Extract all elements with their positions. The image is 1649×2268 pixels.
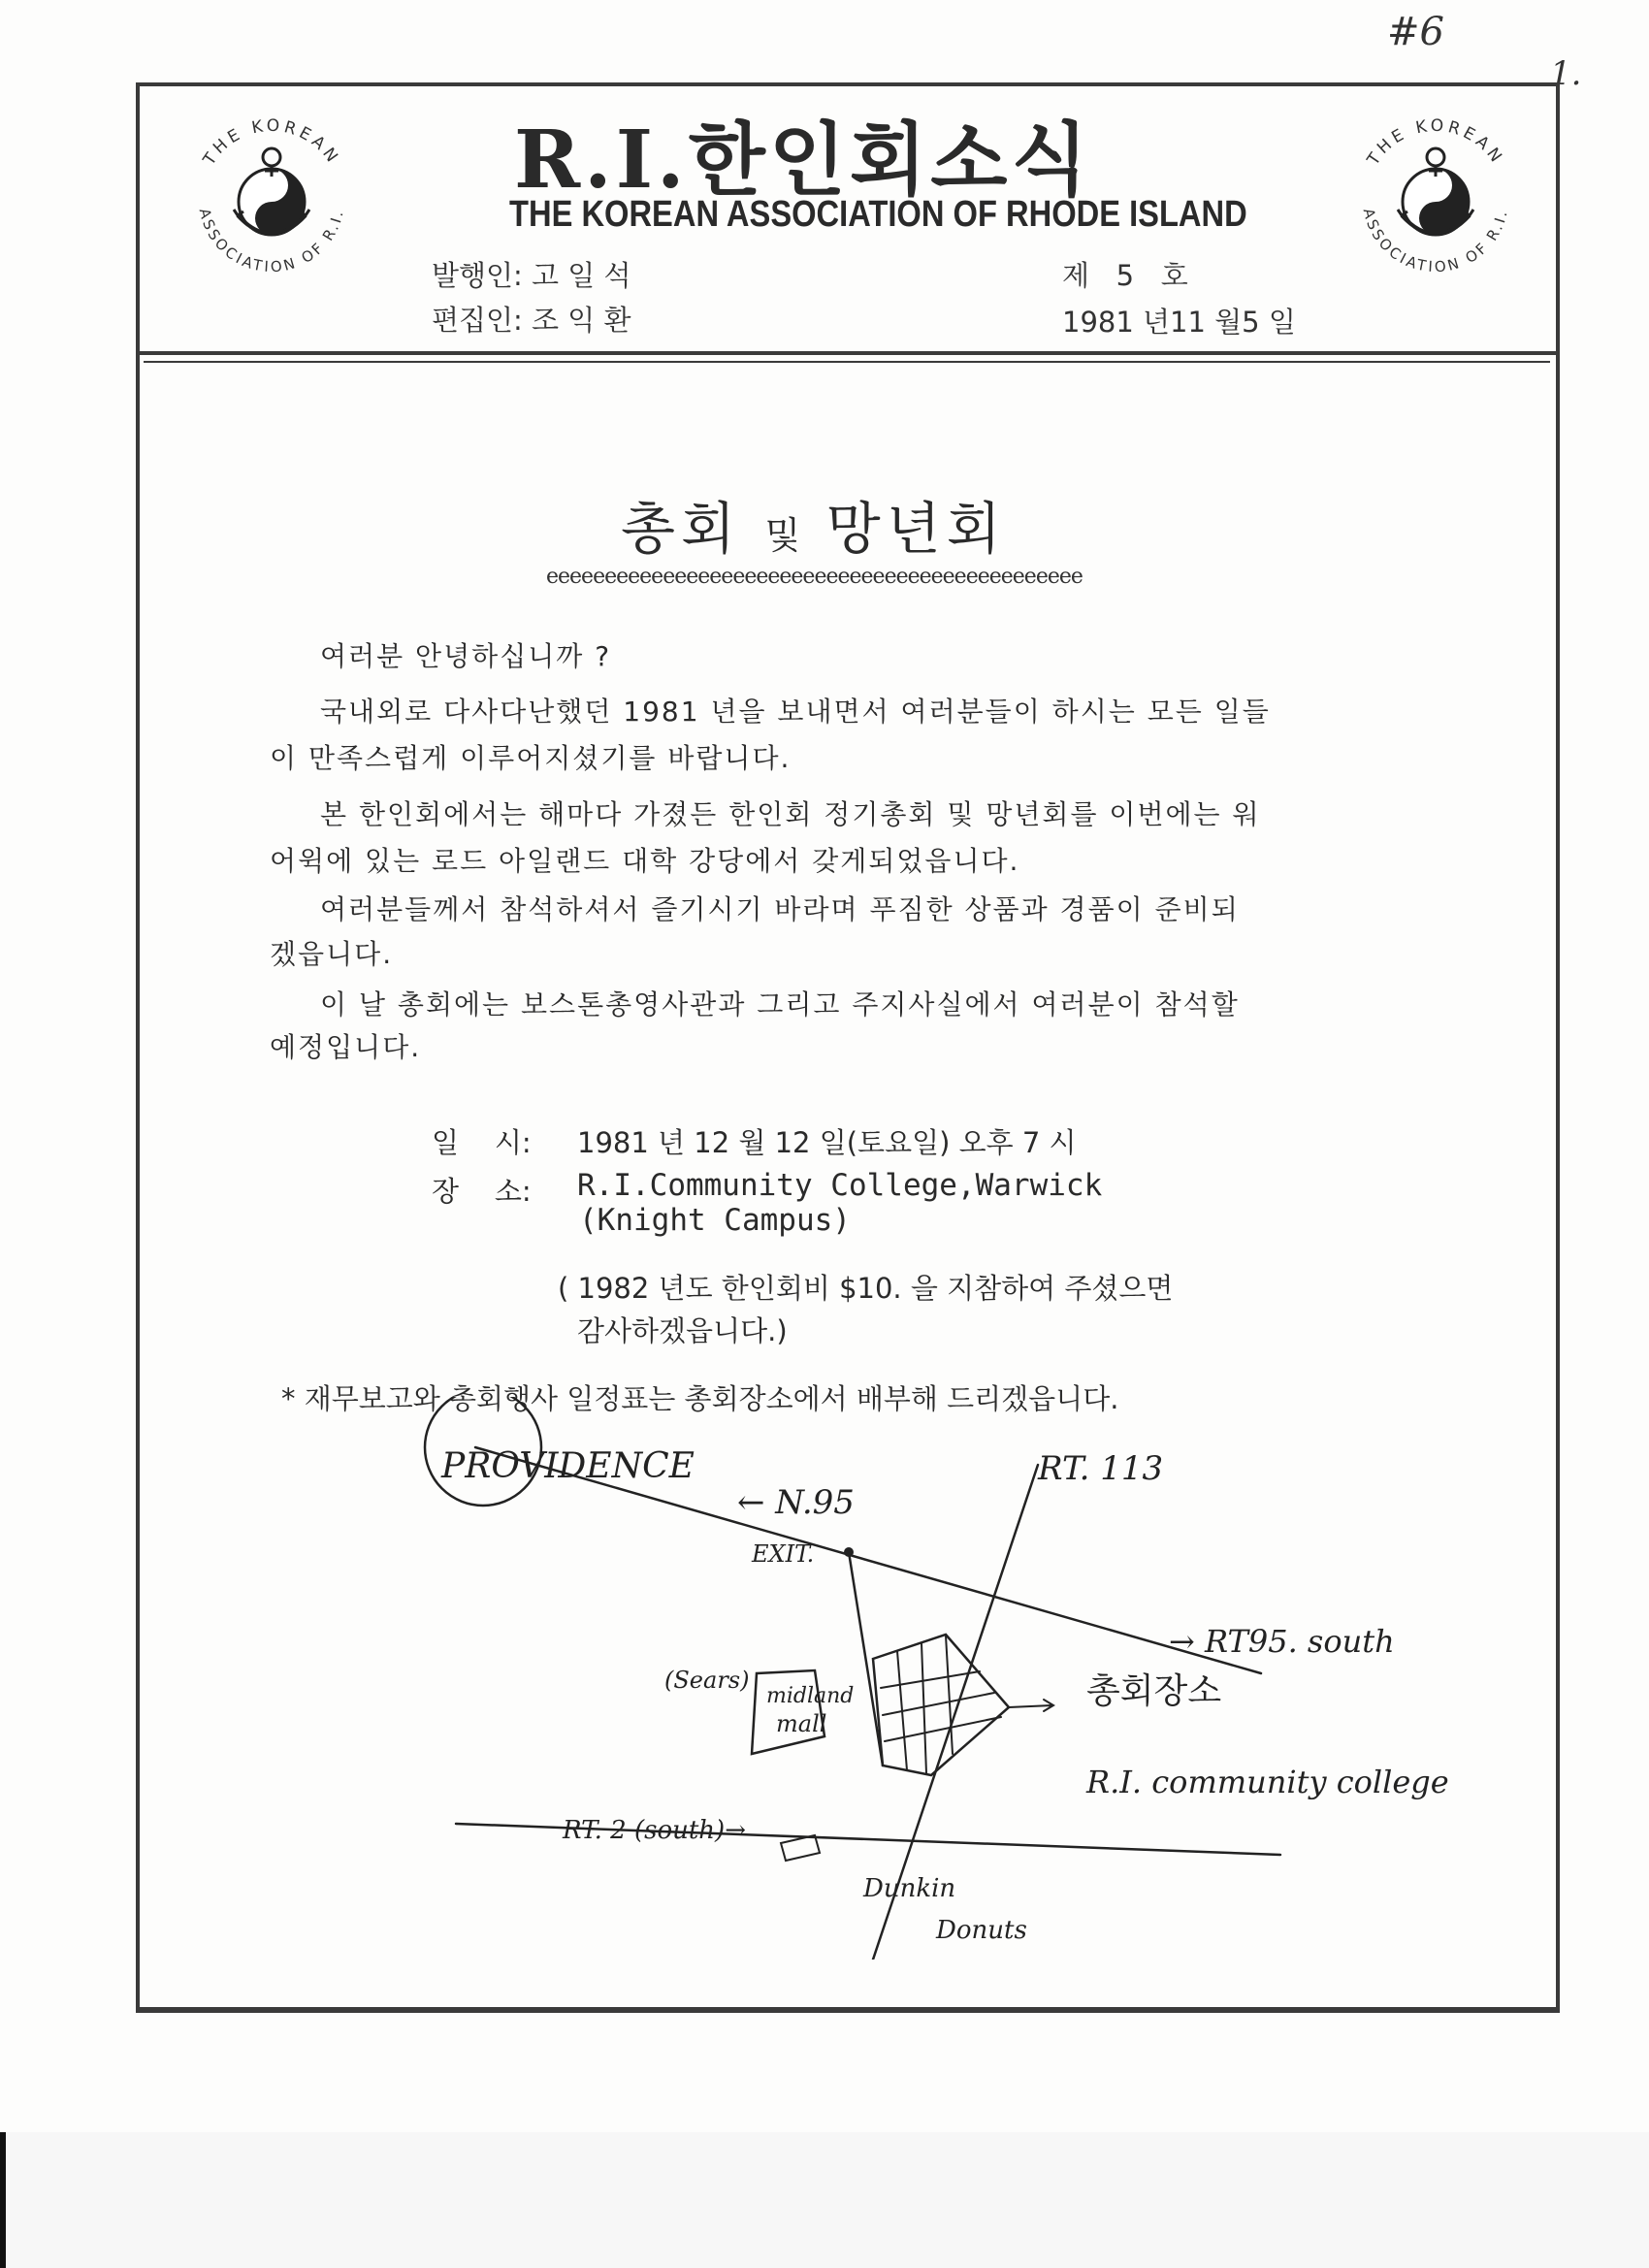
body-line: 겠읍니다. xyxy=(270,938,394,970)
heading-ornament-underline: eeeeeeeeeeeeeeeeeeeeeeeeeeeeeeeeeeeeeeeeeeeeee xyxy=(546,565,1083,589)
map-label-rt113: RT. 113 xyxy=(1038,1449,1164,1488)
body-line: 여러분들께서 참석하셔서 즐기시기 바라며 푸짐한 상품과 경품이 준비되 xyxy=(320,893,1240,925)
body-line: 이 만족스럽게 이루어지셨기를 바랍니다. xyxy=(270,742,792,774)
body-line: 이 날 총회에는 보스톤총영사관과 그리고 주지사실에서 여러분이 참석할 xyxy=(320,988,1240,1021)
scan-edge xyxy=(0,2132,6,2268)
logo-text-bottom: ASSOCIATION OF R.I. xyxy=(195,206,348,276)
heading-conjunction: 및 xyxy=(764,514,803,557)
map-label-exit: EXIT. xyxy=(752,1540,815,1568)
article-heading xyxy=(621,483,1007,565)
body-line: 본 한인회에서는 해마다 가졌든 한인회 정기총회 및 망년회를 이번에는 워 xyxy=(320,798,1261,830)
map-label-mall-1: midland xyxy=(766,1684,855,1708)
dues-note-line1: ( 1982 년도 한인회비 $10. 을 지참하여 주셨으면 xyxy=(558,1272,1174,1305)
map-label-dunkin: Dunkin xyxy=(863,1874,956,1903)
body-line: 어윅에 있는 로드 아일랜드 대학 강당에서 갖게되었읍니다. xyxy=(270,845,1020,877)
logo-text-top: THE KOREAN xyxy=(199,115,344,170)
directions-map xyxy=(407,1397,1571,1960)
heading-part-1: 총회 xyxy=(621,496,742,562)
issue-date: 1981 년11 월5 일 xyxy=(1062,306,1296,339)
event-place-line2: (Knight Campus) xyxy=(579,1203,851,1238)
map-label-sears: (Sears) xyxy=(664,1667,750,1694)
publisher-line: 발행인: 고 일 석 xyxy=(432,259,631,292)
masthead-divider-inner xyxy=(144,361,1550,363)
exit-dot xyxy=(844,1547,854,1557)
map-label-n95: ← N.95 xyxy=(737,1483,855,1522)
scan-margin xyxy=(0,2132,1649,2268)
event-time-label: 일 시: xyxy=(432,1126,532,1159)
body-line: 예정입니다. xyxy=(270,1031,422,1063)
handwritten-page-number: 1. xyxy=(1550,54,1582,93)
map-label-venue-english: R.I. community college xyxy=(1086,1764,1449,1800)
masthead-title-korean: R.I.한인회소식 xyxy=(514,113,1092,207)
issue-number: 제 5 호 xyxy=(1062,259,1188,292)
map-label-rt95-south: → RT95. south xyxy=(1169,1623,1395,1660)
dues-note-line2: 감사하겠읍니다.) xyxy=(577,1314,788,1347)
body-line: 국내외로 다사다난했던 1981 년을 보내면서 여러분들이 하시는 모든 일들 xyxy=(320,696,1271,728)
association-logo-left xyxy=(179,107,364,291)
map-label-venue-korean: 총회장소 xyxy=(1086,1671,1222,1711)
map-label-mall-2: mall xyxy=(776,1710,827,1737)
masthead-divider xyxy=(136,351,1558,355)
editor-line: 편집인: 조 익 환 xyxy=(432,304,631,337)
map-label-rt2: RT. 2 (south)→ xyxy=(563,1816,746,1845)
association-logo-right xyxy=(1343,107,1528,291)
masthead-title-english: THE KOREAN ASSOCIATION OF RHODE ISLAND xyxy=(509,194,1247,235)
event-time-value: 1981 년 12 월 12 일(토요일) 오후 7 시 xyxy=(577,1126,1077,1159)
svg-text:THE KOREAN xyxy=(199,116,343,170)
footnote: * 재무보고와 총회행사 일정표는 총회장소에서 배부해 드리겠읍니다. xyxy=(281,1382,1119,1415)
handwritten-corner-note: #6 xyxy=(1387,10,1444,54)
logo-text-top: THE KOREAN xyxy=(1363,115,1508,170)
body-line: 여러분 안녕하십니까 ? xyxy=(320,640,612,672)
event-place-line1: R.I.Community College,Warwick xyxy=(577,1168,1103,1203)
svg-text:THE KOREAN xyxy=(1363,116,1507,170)
exit-ramp xyxy=(849,1552,883,1766)
event-place-label: 장 소: xyxy=(432,1175,532,1208)
map-label-providence: PROVIDENCE xyxy=(441,1446,695,1486)
logo-text-bottom: ASSOCIATION OF R.I. xyxy=(1359,206,1512,276)
heading-part-2: 망년회 xyxy=(825,496,1007,562)
map-label-donuts: Donuts xyxy=(936,1916,1027,1945)
